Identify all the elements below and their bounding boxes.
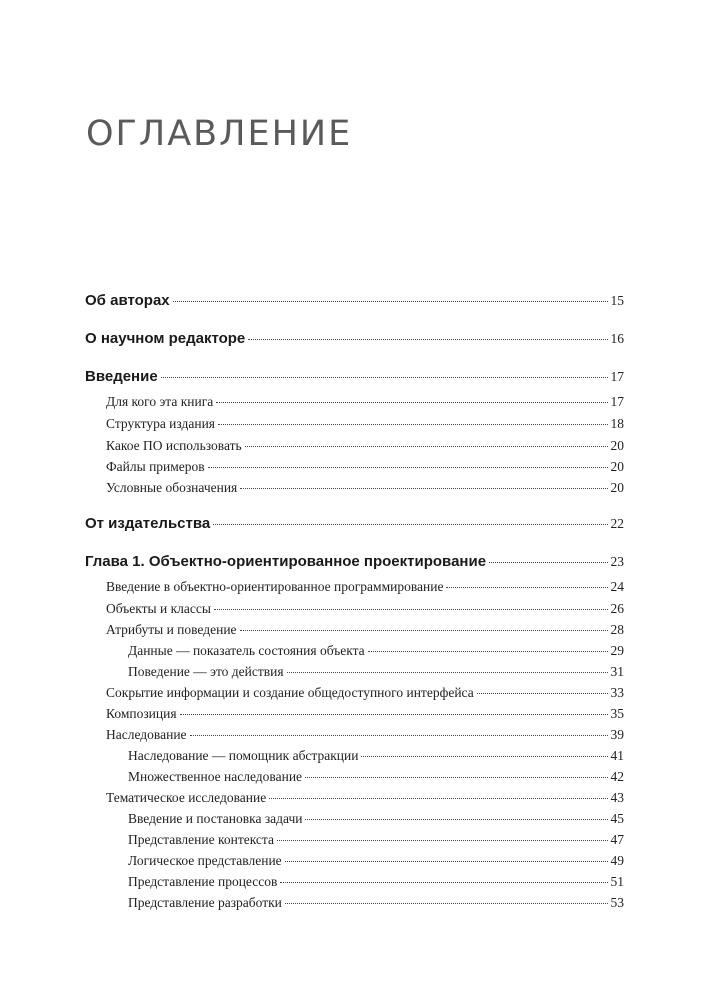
toc-entry[interactable] xyxy=(85,368,624,385)
toc-page-number: 35 xyxy=(610,706,624,721)
dot-leader xyxy=(248,338,607,340)
toc-entry-label: Наследование — помощник абстракции xyxy=(128,748,359,763)
dot-leader xyxy=(285,902,608,904)
toc-page-number: 53 xyxy=(610,895,624,910)
dot-leader xyxy=(361,755,607,757)
dot-leader xyxy=(277,839,608,841)
dot-leader xyxy=(213,523,607,525)
toc-page-number: 47 xyxy=(610,832,624,847)
toc-entry-label: Объекты и классы xyxy=(106,601,211,616)
dot-leader xyxy=(446,586,607,588)
toc-entry[interactable] xyxy=(128,853,624,869)
page-title: ОГЛАВЛЕНИЕ xyxy=(86,114,353,154)
toc-entry-label: Условные обозначения xyxy=(106,480,238,495)
toc-entry-label: От издательства xyxy=(85,515,211,532)
dot-leader xyxy=(368,650,608,652)
dot-leader xyxy=(180,713,608,715)
toc-page-number: 23 xyxy=(610,554,624,569)
toc-entry[interactable] xyxy=(106,480,624,496)
toc-page-number: 42 xyxy=(610,769,624,784)
toc-entry[interactable] xyxy=(128,643,624,659)
toc-entry-label: Композиция xyxy=(106,706,177,721)
dot-leader xyxy=(216,401,607,403)
toc-entry-label: Представление разработки xyxy=(128,895,282,910)
toc-page-number: 41 xyxy=(610,748,624,763)
toc-entry[interactable] xyxy=(106,790,624,806)
dot-leader xyxy=(305,776,607,778)
toc-entry-label: Введение и постановка задачи xyxy=(128,811,303,826)
toc-entry[interactable] xyxy=(85,330,624,347)
toc-entry-label: Данные — показатель состояния объекта xyxy=(128,643,365,658)
toc-entry-label: Поведение — это действия xyxy=(128,664,284,679)
dot-leader xyxy=(240,629,608,631)
toc-page-number: 43 xyxy=(610,790,624,805)
toc-page-number: 33 xyxy=(610,685,624,700)
toc-entry-label: Глава 1. Объектно-ориентированное проектирование xyxy=(85,553,487,570)
toc-entry-label: О научном редакторе xyxy=(85,330,246,347)
toc-entry[interactable] xyxy=(128,769,624,785)
toc-page-number: 45 xyxy=(610,811,624,826)
toc-page-number: 22 xyxy=(610,516,624,531)
toc-entry-label: Введение xyxy=(85,368,158,385)
toc-page-number: 26 xyxy=(610,601,624,616)
dot-leader xyxy=(214,608,608,610)
toc-page-number: 17 xyxy=(610,369,624,384)
toc-entry-label: Наследование xyxy=(106,727,187,742)
toc-entry[interactable] xyxy=(106,706,624,722)
toc-entry[interactable] xyxy=(106,459,624,475)
dot-leader xyxy=(489,561,607,563)
toc-entry[interactable] xyxy=(106,416,624,432)
toc-entry[interactable] xyxy=(106,622,624,638)
dot-leader xyxy=(285,860,608,862)
toc-page-number: 31 xyxy=(610,664,624,679)
toc-page-number: 24 xyxy=(610,579,624,594)
toc-entry-label: Файлы примеров xyxy=(106,459,205,474)
dot-leader xyxy=(208,466,608,468)
toc-entry[interactable] xyxy=(106,438,624,454)
dot-leader xyxy=(477,692,608,694)
toc-entry[interactable] xyxy=(85,553,624,570)
toc-page-number: 15 xyxy=(610,293,624,308)
toc-page-number: 20 xyxy=(610,459,624,474)
toc-entry-label: Об авторах xyxy=(85,292,170,309)
toc-entry[interactable] xyxy=(128,832,624,848)
toc-entry-label: Сокрытие информации и создание общедоступного интерфейса xyxy=(106,685,474,700)
toc-entry-label: Атрибуты и поведение xyxy=(106,622,237,637)
dot-leader xyxy=(190,734,608,736)
toc-page-number: 16 xyxy=(610,331,624,346)
toc-entry[interactable] xyxy=(106,579,624,595)
toc-page-number: 51 xyxy=(610,874,624,889)
toc-entry[interactable] xyxy=(106,394,624,410)
toc-entry-label: Представление процессов xyxy=(128,874,278,889)
toc-page-number: 20 xyxy=(610,438,624,453)
dot-leader xyxy=(269,797,607,799)
toc-entry-label: Для кого эта книга xyxy=(106,394,214,409)
toc-entry[interactable] xyxy=(128,811,624,827)
toc-entry-label: Введение в объектно-ориентированное программирование xyxy=(106,579,444,594)
toc-page-number: 18 xyxy=(610,416,624,431)
toc-entry[interactable] xyxy=(106,685,624,701)
toc-entry[interactable] xyxy=(106,727,624,743)
toc-entry[interactable] xyxy=(128,664,624,680)
toc-entry[interactable] xyxy=(106,601,624,617)
toc-entry[interactable] xyxy=(128,874,624,890)
dot-leader xyxy=(173,300,608,302)
toc-page-number: 20 xyxy=(610,480,624,495)
toc-page-number: 29 xyxy=(610,643,624,658)
toc-entry[interactable] xyxy=(128,748,624,764)
toc-page-number: 28 xyxy=(610,622,624,637)
toc-page-number: 49 xyxy=(610,853,624,868)
dot-leader xyxy=(245,445,608,447)
toc-page-number: 39 xyxy=(610,727,624,742)
dot-leader xyxy=(305,818,607,820)
toc-entry-label: Какое ПО использовать xyxy=(106,438,242,453)
toc-entry-label: Логическое представление xyxy=(128,853,282,868)
dot-leader xyxy=(287,671,608,673)
toc-entry-label: Множественное наследование xyxy=(128,769,303,784)
toc-entry-label: Тематическое исследование xyxy=(106,790,267,805)
dot-leader xyxy=(218,423,607,425)
toc-entry-label: Представление контекста xyxy=(128,832,274,847)
dot-leader xyxy=(161,376,608,378)
dot-leader xyxy=(240,487,607,489)
dot-leader xyxy=(280,881,607,883)
toc-entry[interactable] xyxy=(128,895,624,911)
toc-entry-label: Структура издания xyxy=(106,416,216,431)
toc-page-number: 17 xyxy=(610,394,624,409)
toc-entry[interactable] xyxy=(85,515,624,532)
toc-entry[interactable] xyxy=(85,292,624,309)
